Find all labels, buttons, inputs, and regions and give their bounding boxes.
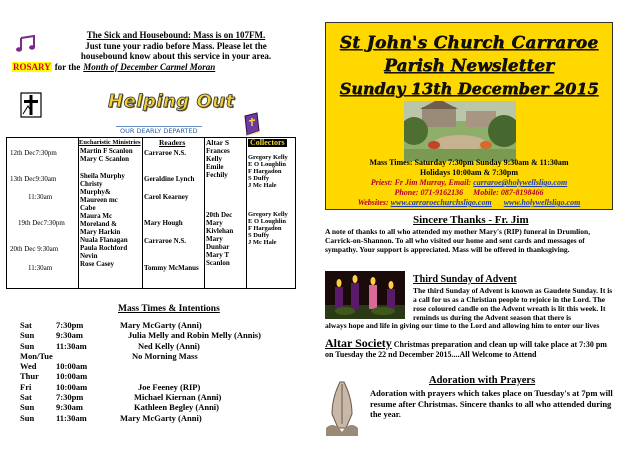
advent-title: Third Sunday of Advent [413, 274, 517, 285]
banner-mass-line-2: Holidays 10:00am & 7:30pm [420, 168, 518, 177]
cross-icon [20, 92, 42, 118]
banner-contact [326, 178, 612, 208]
sick-housebound-notice [12, 30, 312, 72]
newsletter-date: Sunday 13th December 2015 [339, 79, 599, 98]
priest-name: Fr Jim Murray, [394, 178, 447, 187]
altar-server-name: Dunbar [206, 243, 230, 251]
mass-day: Fri [20, 381, 32, 392]
adoration-title: Adoration with Prayers [429, 375, 536, 386]
em-name: Mary C Scanlon [80, 155, 129, 163]
em-name: Murphy& [80, 188, 111, 196]
altar-society-notice [325, 338, 617, 360]
email-link[interactable]: carraroe@holywellsligo.com [473, 178, 568, 187]
reader-name: Mary Hough [144, 219, 183, 227]
mass-intention: Mary McGarty (Anni) [120, 412, 202, 423]
mass-day: Sun [20, 412, 35, 423]
mass-day: Wed [20, 361, 37, 372]
altar-server-name: Mary [206, 219, 223, 227]
em-name: Nuala Flanagan [80, 236, 128, 244]
bible-icon [243, 112, 261, 136]
advent-body-continued: always hope and life in giving our time to the Lord and allowing him to enter our lives [325, 321, 600, 330]
altar-society-title: Altar Society [325, 336, 392, 350]
header-eucharistic-ministries: Eucharistic Ministries [79, 139, 141, 146]
collector-name: E O Loughlin [248, 161, 286, 168]
reader-name: Geraldine Lynch [144, 175, 195, 183]
altar-server-name: Mary [206, 235, 223, 243]
mass-time: 7:30pm [56, 320, 84, 330]
mass-day: Sun [20, 402, 35, 413]
mobile-label: Mobile: [473, 188, 499, 197]
reader-name: Carol Kearney [144, 193, 189, 201]
altar-server-name: Mary T [206, 251, 230, 259]
roster-date: 11:30am [28, 264, 53, 272]
em-name: Rose Casey [80, 260, 115, 268]
mass-intention: Ned Kelly (Anni) [138, 340, 200, 351]
roster-date: 11:30am [28, 193, 53, 201]
altar-servers-bottom [206, 211, 233, 267]
priest-label: Priest: [370, 178, 393, 187]
rosary-month: Month of December Carmel Moran [83, 61, 216, 72]
newsletter-title: Parish Newsletter [384, 56, 554, 76]
collector-name: Gregory Kelly [248, 154, 288, 161]
priest-row [326, 178, 612, 188]
reader-name: Carraroe N.S. [144, 149, 187, 157]
em-name: Sheila Murphy [80, 172, 125, 180]
em-name: Cabe [80, 204, 96, 212]
mobile-number: 087-8198466 [500, 188, 544, 197]
reader-name: Carraroe N.S. [144, 237, 187, 245]
rosary-label: ROSARY [13, 61, 51, 72]
em-name: Maura Mc [80, 212, 113, 220]
mass-time: 10:00am [56, 371, 88, 382]
altar-servers-top [206, 147, 230, 179]
newsletter-banner [325, 22, 613, 210]
mass-intention: Michael Kiernan (Anni) [134, 392, 222, 403]
sincere-thanks-body: A note of thanks to all who attended my mother Mary's (RIP) funeral in Drumlion, Carrick-on-Shannon. To all who visited our home and sent cards and messages of sympathy. Your support is appreciated. Mass will be offered in thanksgiving. [325, 227, 591, 254]
collector-name: J Mc Hale [248, 182, 277, 189]
mass-intention: No Morning Mass [132, 350, 198, 361]
mass-intention: Julia Melly and Robin Melly (Annis) [128, 330, 261, 341]
collector-name: S Duffy [248, 232, 270, 239]
church-name: St John's Church Carraroe [339, 33, 599, 53]
em-name: Nevin [80, 252, 98, 260]
sincere-thanks-title: Sincere Thanks - Fr. Jim [413, 214, 529, 226]
mass-time: 11:30am [56, 412, 87, 423]
header-collectors: Collectors [250, 138, 285, 147]
advent-candles-image [325, 271, 405, 319]
collector-name: F Hargadon [248, 168, 282, 175]
collector-name: S Duffy [248, 175, 270, 182]
mass-time: 10:00am [56, 361, 88, 372]
mass-day: Sat [20, 320, 32, 330]
mass-times-title: Mass Times & Intentions [118, 304, 220, 314]
mass-day: Thur [20, 371, 39, 382]
website-link-1[interactable]: www.carraroechurchsligo.com [390, 198, 492, 207]
collector-name: F Hargadon [248, 225, 282, 232]
phone-number: 071-9162136 [420, 188, 464, 197]
mass-day: Mon/Tue [20, 350, 53, 361]
altar-society-body: Christmas preparation and clean up will take place at 7:30 pm on Tuesday the 22 nd December 2015....All Welcome to Attend [325, 340, 607, 359]
helping-out-title: Helping Out [108, 91, 235, 112]
banner-mass-line-1: Mass Times: Saturday 7:30pm Sunday 9:30am & 11:30am [369, 158, 569, 167]
mass-day: Sun [20, 330, 35, 341]
em-list [80, 147, 142, 268]
mass-intention: Mary McGarty (Anni) [120, 320, 202, 330]
praying-hands-image [318, 376, 366, 436]
phone-label: Phone: [394, 188, 419, 197]
roster-table [6, 137, 296, 289]
helping-out-subtitle: OUR DEARLY DEPARTED [116, 126, 202, 135]
mass-intention: Joe Feeney (RIP) [138, 381, 201, 392]
mass-time: 9:30am [56, 330, 83, 341]
altar-server-name: Fechily [206, 171, 228, 179]
mass-intention: Kathleen Begley (Anni) [134, 402, 219, 413]
mass-time: 9:30am [56, 402, 83, 413]
sick-line-2: Just tune your radio before Mass. Please let the [85, 40, 267, 51]
header-altar-servers: Altar S [206, 138, 229, 147]
collector-name: Gregory Kelly [248, 211, 288, 218]
mass-time: 11:30am [56, 340, 87, 351]
reader-name: Tommy McManus [144, 264, 199, 272]
altar-server-name: Kivlehan [206, 227, 234, 235]
email-label: Email: [448, 178, 472, 187]
phone-row [326, 188, 612, 198]
rosary-row [12, 62, 312, 73]
altar-server-name: 20th Dec [206, 211, 233, 219]
banner-mass-times [326, 158, 612, 178]
mass-day: Sat [20, 392, 32, 403]
roster-date: 20th Dec 9:30am [10, 245, 59, 253]
church-garden-photo [404, 101, 516, 161]
em-name: Martin F Scanlon [80, 147, 133, 155]
collectors-bottom [248, 211, 288, 246]
altar-server-name: Scanlon [206, 259, 230, 267]
em-name: Paula Rochford [80, 244, 128, 252]
sick-line-3: housebound know about this service in your area. [80, 51, 272, 61]
collectors-top [248, 154, 288, 189]
roster-date: 12th Dec7:30pm [10, 149, 57, 157]
mass-time: 10:00am [56, 381, 88, 392]
mass-day: Sun [20, 340, 35, 351]
header-readers: Readers [159, 138, 186, 147]
em-name: Christy [80, 180, 103, 188]
mass-time: 7:30pm [56, 392, 84, 403]
rosary-text: for the [54, 61, 81, 72]
collector-name: E O Loughlin [248, 218, 286, 225]
altar-server-name: Emile [206, 163, 224, 171]
websites-label: Websites: [357, 198, 389, 207]
altar-server-name: Frances [206, 147, 230, 155]
website-link-2[interactable]: www.holywellsligo.com [503, 198, 581, 207]
em-name: Maureen mc [80, 196, 118, 204]
em-name: Mary Harkin [80, 228, 121, 236]
sick-line-1: The Sick and Housebound: Mass is on 107FM. [86, 30, 266, 40]
em-name: Moreland & [80, 220, 118, 228]
advent-body: The third Sunday of Advent is known as Gaudete Sunday. It is a call for us as a Christian people to rejoice in the Lord. The rose coloured candle on the Advent wreath is lit this week. It reminds us during the Advent season that there is [413, 286, 613, 322]
collector-name: J Mc Hale [248, 239, 277, 246]
roster-date: 13th Dec9:30am [10, 175, 57, 183]
websites-row [326, 198, 612, 208]
altar-server-name: Kelly [206, 155, 222, 163]
adoration-body: Adoration with prayers which takes place on Tuesday's at 7pm will resume after Christmas. Sincere thanks to all who attended during the year. [370, 388, 613, 419]
roster-date: 19th Dec7:30pm [18, 219, 65, 227]
